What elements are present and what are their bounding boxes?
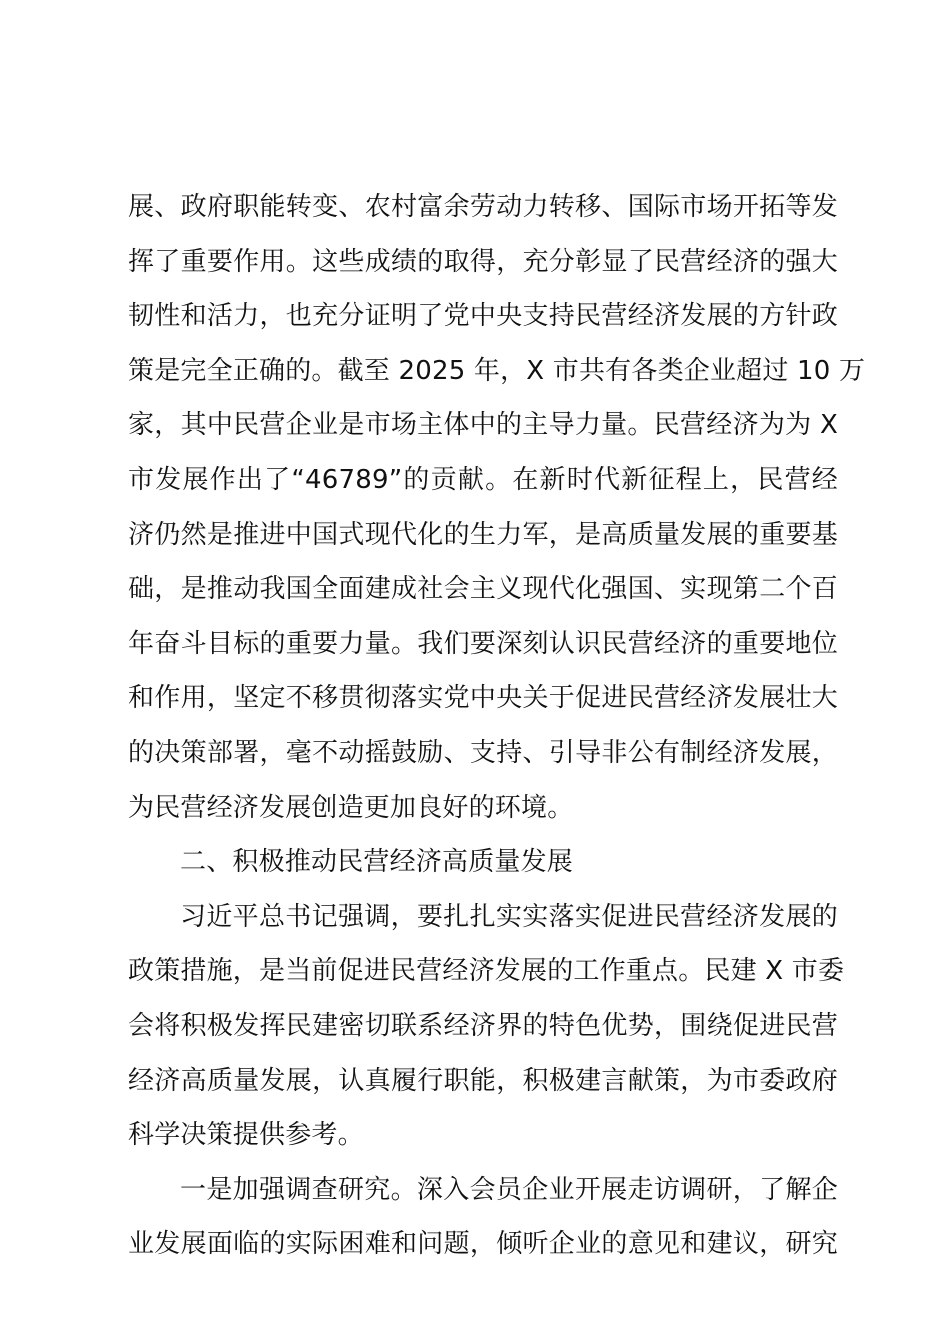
paragraph-line: 经济高质量发展，认真履行职能，积极建言献策，为市委政府: [128, 1065, 838, 1096]
paragraph-line: 市发展作出了“46789”的贡献。在新时代新征程上，民营经: [128, 464, 838, 495]
section-heading-text: 二、积极推动民营经济高质量发展: [180, 847, 574, 878]
section-heading: [128, 835, 838, 890]
paragraph-3: [128, 1163, 838, 1272]
paragraph-2: [128, 890, 845, 1163]
paragraph-line: 年奋斗目标的重要力量。我们要深刻认识民营经济的重要地位: [128, 628, 838, 659]
paragraph-line: 挥了重要作用。这些成绩的取得，充分彰显了民营经济的强大: [128, 246, 838, 277]
paragraph-line: 韧性和活力，也充分证明了党中央支持民营经济发展的方针政: [128, 301, 838, 332]
paragraph-1: [128, 180, 866, 835]
paragraph-line: 展、政府职能转变、农村富余劳动力转移、国际市场开拓等发: [128, 192, 838, 222]
paragraph-line: 政策措施，是当前促进民营经济发展的工作重点。民建 X 市委: [128, 956, 845, 987]
paragraph-line: 为民营经济发展创造更加良好的环境。: [128, 792, 574, 823]
paragraph-line: 策是完全正确的。截至 2025 年，X 市共有各类企业超过 10 万: [128, 355, 866, 386]
paragraph-line: 会将积极发挥民建密切联系经济界的特色优势，围绕促进民营: [128, 1010, 838, 1041]
paragraph-line: 家，其中民营企业是市场主体中的主导力量。民营经济为为 X: [128, 410, 838, 441]
document-body: [128, 180, 866, 1272]
paragraph-line: 科学决策提供参考。: [128, 1120, 364, 1151]
paragraph-line: 习近平总书记强调，要扎扎实实落实促进民营经济发展的: [180, 901, 838, 932]
paragraph-line: 济仍然是推进中国式现代化的生力军，是高质量发展的重要基: [128, 519, 838, 550]
paragraph-line: 的决策部署，毫不动摇鼓励、支持、引导非公有制经济发展，: [128, 737, 838, 768]
paragraph-line: 一是加强调查研究。深入会员企业开展走访调研，了解企: [180, 1174, 838, 1205]
paragraph-line: 和作用，坚定不移贯彻落实党中央关于促进民营经济发展壮大: [128, 683, 838, 714]
paragraph-line: 业发展面临的实际困难和问题，倾听企业的意见和建议，研究: [128, 1229, 838, 1260]
paragraph-line: 础，是推动我国全面建成社会主义现代化强国、实现第二个百: [128, 574, 838, 605]
